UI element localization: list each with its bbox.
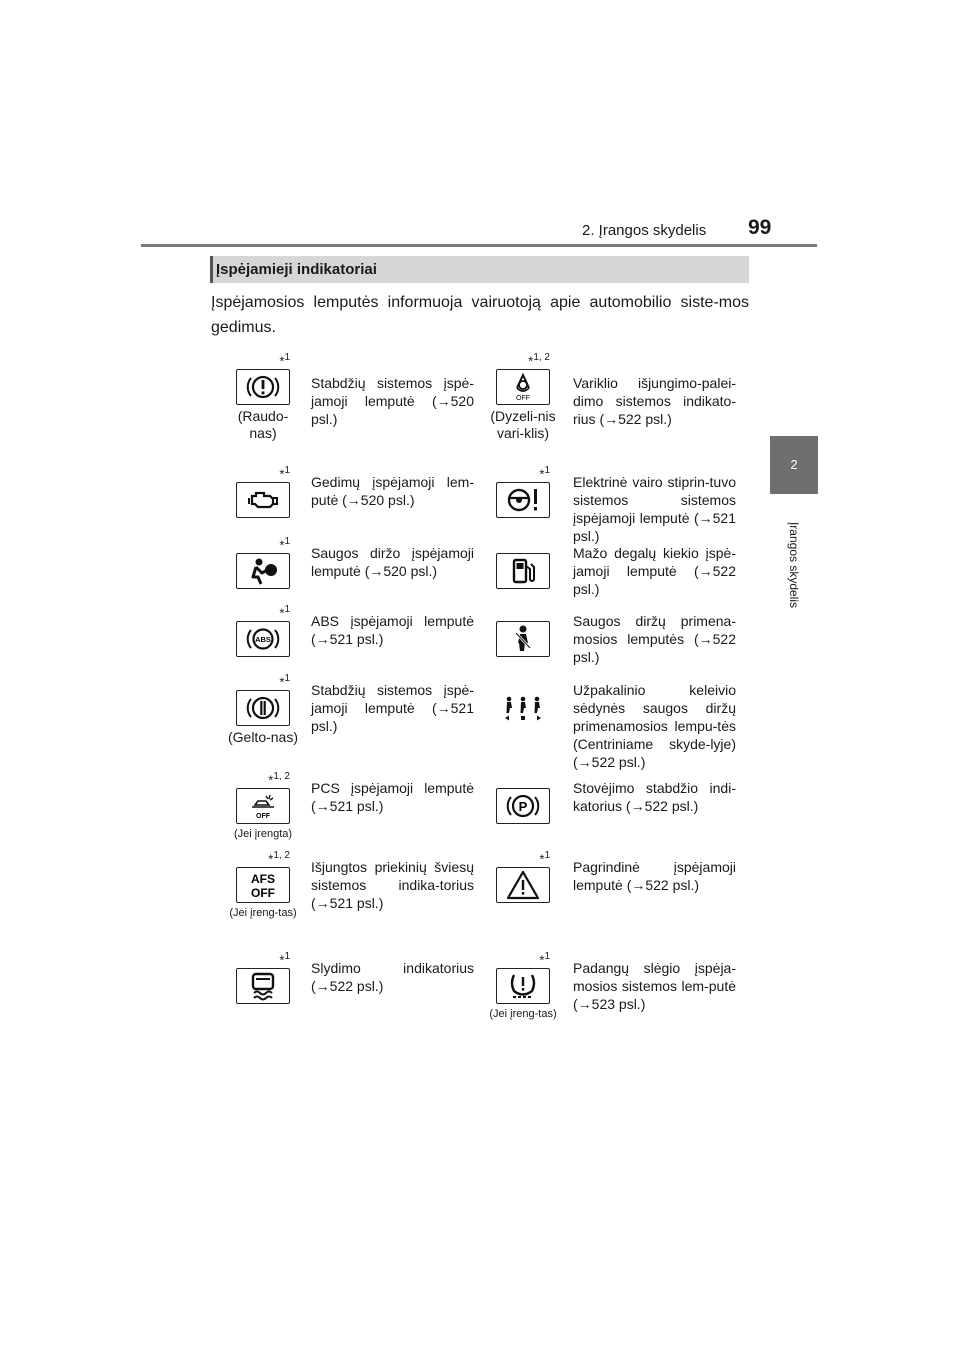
header-rule bbox=[141, 244, 817, 247]
indicator-description: Variklio išjungimo-palei-dimo sistemos indikato-rius (→522 psl.) bbox=[573, 375, 736, 427]
parking-brake-icon bbox=[496, 788, 550, 824]
fuel-pump-icon bbox=[496, 553, 550, 589]
master-warning-icon bbox=[496, 867, 550, 903]
footnote-marker: *$^1$ bbox=[279, 951, 290, 968]
section-intro: Įspėjamosios lemputės informuoja vairuotoją apie automobilio siste-mos gedimus. bbox=[211, 294, 749, 336]
svg-text:AFS: AFS bbox=[251, 872, 275, 886]
footnote-marker: *$^1$ bbox=[539, 850, 550, 867]
section-heading: Įspėjamieji indikatoriai bbox=[210, 256, 749, 283]
indicator-note: (Jei įreng-tas) bbox=[229, 907, 297, 919]
indicator-description: Mažo degalų kiekio įspė-jamoji lemputė (→522 psl.) bbox=[573, 545, 736, 597]
indicator-description: Pagrindinė įspėjamoji lemputė (→522 psl.) bbox=[573, 859, 736, 893]
indicator-description: PCS įspėjamoji lemputė (→521 psl.) bbox=[311, 780, 474, 814]
indicator-note: (Jei įreng-tas) bbox=[489, 1008, 557, 1020]
svg-text:ABS: ABS bbox=[255, 635, 271, 644]
seatbelt-icon bbox=[496, 621, 550, 657]
indicator-description: Padangų slėgio įspėja-mosios sistemos lem-putė (→523 psl.) bbox=[573, 960, 736, 1012]
tire-pressure-icon bbox=[496, 968, 550, 1004]
slip-icon bbox=[236, 968, 290, 1004]
indicator-note: (Dyzeli-nis vari-klis) bbox=[490, 408, 556, 441]
chapter-tab[interactable]: 2 bbox=[770, 436, 818, 494]
indicator-description: Saugos diržo įspėjamoji lemputė (→520 psl.) bbox=[311, 545, 474, 579]
pcs-off-icon bbox=[236, 788, 290, 824]
afs-off-icon bbox=[236, 867, 290, 903]
chapter-tab-label: Įrangos skydelis bbox=[787, 521, 801, 609]
indicator-description: Elektrinė vairo stiprin-tuvo sistemos sistemos įspėjamoji lemputė (→521 psl.) bbox=[573, 474, 736, 544]
indicator-description: Gedimų įspėjamoji lem-putė (→520 psl.) bbox=[311, 474, 474, 508]
indicator-description: Išjungtos priekinių šviesų sistemos indika-torius (→521 psl.) bbox=[311, 859, 474, 911]
indicator-note: (Gelto-nas) bbox=[227, 729, 299, 745]
footnote-marker: *$^1$ bbox=[279, 604, 290, 621]
footnote-marker: *$^1$ bbox=[279, 465, 290, 482]
indicator-description: Užpakalinio keleivio sėdynės saugos diržų primenamosios lempu-tės (Centriniame skyde-lyje) (→522 psl.) bbox=[573, 682, 736, 770]
chapter-title: 2. Įrangos skydelis bbox=[582, 222, 707, 239]
engine-icon bbox=[236, 482, 290, 518]
indicator-description: ABS įspėjamoji lemputė (→521 psl.) bbox=[311, 613, 474, 647]
svg-text:OFF: OFF bbox=[251, 886, 275, 900]
abs-icon bbox=[236, 621, 290, 657]
indicator-description: Stabdžių sistemos įspė-jamoji lemputė (→520 psl.) bbox=[311, 375, 474, 427]
footnote-marker: *$^1$ bbox=[539, 465, 550, 482]
footnote-marker: *$^1$ bbox=[279, 352, 290, 369]
fuel-cut-off-icon bbox=[496, 369, 550, 405]
svg-text:P: P bbox=[518, 799, 528, 814]
footnote-marker: *$^{1, 2}$ bbox=[268, 771, 290, 788]
brake-yellow-icon bbox=[236, 690, 290, 726]
footnote-marker: *$^1$ bbox=[539, 951, 550, 968]
indicator-description: Stovėjimo stabdžio indi-katorius (→522 psl.) bbox=[573, 780, 736, 814]
airbag-icon bbox=[236, 553, 290, 589]
indicator-description: Saugos diržų primena-mosios lemputės (→522 psl.) bbox=[573, 613, 736, 665]
rear-seatbelts-icon bbox=[496, 690, 550, 726]
svg-text:OFF: OFF bbox=[256, 813, 270, 820]
steering-warning-icon bbox=[496, 482, 550, 518]
svg-text:OFF: OFF bbox=[516, 395, 530, 402]
footnote-marker: *$^1$ bbox=[279, 673, 290, 690]
footnote-marker: *$^{1, 2}$ bbox=[268, 850, 290, 867]
footnote-marker: *$^1$ bbox=[279, 536, 290, 553]
brake-exclamation-icon bbox=[236, 369, 290, 405]
indicator-description: Stabdžių sistemos įspė-jamoji lemputė (→521 psl.) bbox=[311, 682, 474, 734]
indicator-description: Slydimo indikatorius (→522 psl.) bbox=[311, 960, 474, 994]
indicator-note: (Jei įrengta) bbox=[233, 828, 293, 840]
indicator-note: (Raudo-nas) bbox=[237, 408, 289, 441]
footnote-marker: *$^{1, 2}$ bbox=[528, 352, 550, 369]
page-number: 99 bbox=[748, 216, 772, 239]
